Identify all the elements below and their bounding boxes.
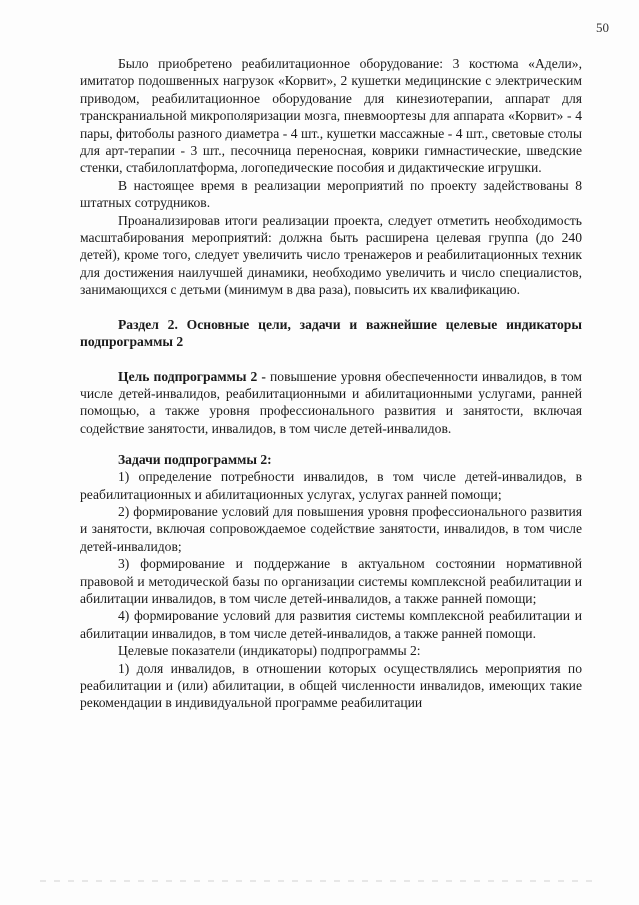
task-item-4: 4) формирование условий для развития системы комплексной реабилитации и абилитации инвалидов, в том числе детей-инвалидов, а также ранней помощи.	[80, 608, 582, 641]
analysis-paragraph: Проанализировав итоги реализации проекта, следует отметить необходимость масштабирования мероприятий: должна быть расширена целевая группа (до 240 детей), кроме того, следует увеличить число тренажеров и реабилитационных техник для достижения наилучшей динамики, необходимо увеличить и число специалистов, занимающихся с детьми (минимум в два раза), повысить их квалификацию.	[80, 212, 582, 298]
scan-artifact-line	[40, 880, 600, 882]
goal-label: Цель подпрограммы 2 -	[118, 368, 266, 384]
goal-text: повышение уровня обеспеченности инвалидов, в том числе детей-инвалидов, реабилитационными и абилитационными услугами, ранней помощью, а также уровня профессионального развития и занятости, включая содействие занятости, инвалидов, в том числе детей-инвалидов.	[80, 368, 582, 436]
page-number: 50	[596, 20, 609, 35]
staff-paragraph: В настоящее время в реализации мероприятий по проекту задействованы 8 штатных сотрудников.	[80, 177, 582, 211]
task-item-3: 3) формирование и поддержание в актуальном состоянии нормативной правовой и методической базы по организации системы комплексной реабилитации и абилитации инвалидов, в том числе детей-инвалидов, а также ранней помощи;	[80, 556, 582, 606]
indicators-title: Целевые показатели (индикаторы) подпрограммы 2:	[118, 643, 421, 659]
section-heading: Раздел 2. Основные цели, задачи и важнейшие целевые индикаторы подпрограммы 2	[80, 316, 582, 350]
document-body	[80, 55, 582, 712]
tasks-title: Задачи подпрограммы 2:	[118, 451, 272, 467]
goal-paragraph	[80, 368, 582, 438]
equipment-paragraph: Было приобретено реабилитационное оборудование: 3 костюма «Адели», имитатор подошвенных нагрузок «Корвит», 2 кушетки медицинские с электрическим приводом, реабилитационное оборудование для кинезиотерапии, аппарат для транскраниальной микрополяризации мозга, пневмоортезы для аппарата «Корвит» - 4 пары, фитоболы разного диаметра - 4 шт., кушетки массажные - 4 шт., световые столы для арт-терапии - 3 шт., песочница переносная, коврики гимнастические, шведские стенки, стабилоплатформа, логопедические пособия и дидактические игрушки.	[80, 56, 582, 176]
task-item-2: 2) формирование условий для повышения уровня профессионального развития и занятости, включая сопровождаемое содействие занятости, инвалидов, в том числе детей-инвалидов;	[80, 503, 582, 554]
indicator-item-1: 1) доля инвалидов, в отношении которых осуществлялись мероприятия по реабилитации и (или) абилитации, в общей численности инвалидов, имеющих такие рекомендации в индивидуальной программе реабилитации	[80, 660, 582, 711]
task-item-1: 1) определение потребности инвалидов, в том числе детей-инвалидов, в реабилитационных и абилитационных услугах, услугах ранней помощи;	[80, 469, 582, 502]
